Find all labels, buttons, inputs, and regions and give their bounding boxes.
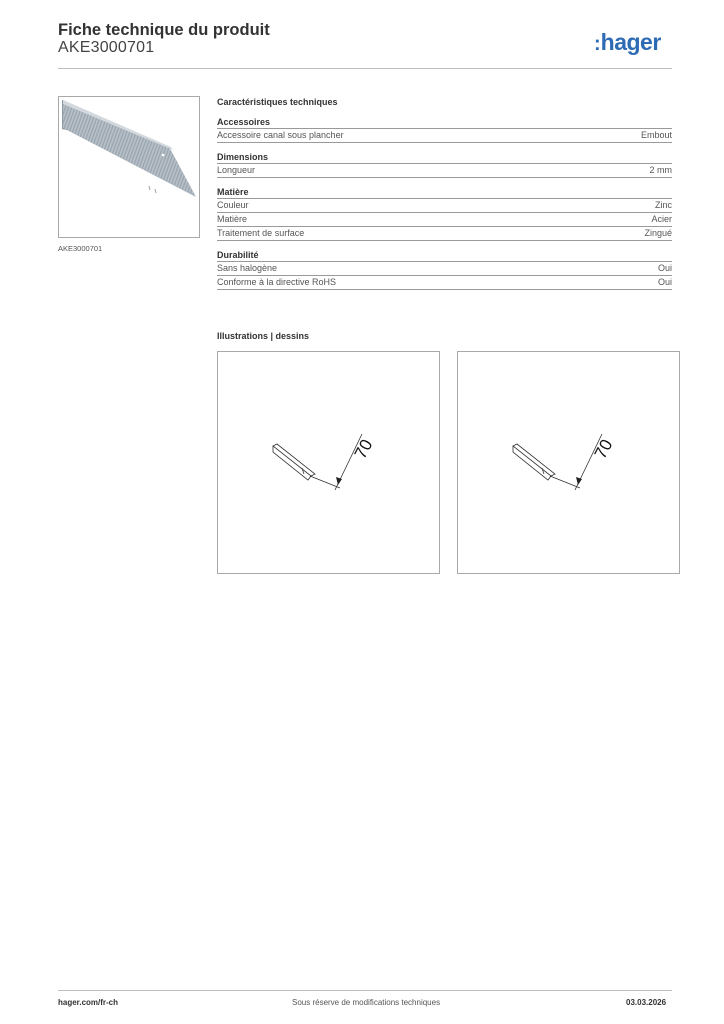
spec-value: 2 mm xyxy=(649,165,672,175)
spec-label: Conforme à la directive RoHS xyxy=(217,277,337,287)
technical-drawing-1 xyxy=(217,351,440,574)
illustrations-heading: Illustrations | dessins xyxy=(217,331,310,341)
spec-label: Sans halogène xyxy=(217,263,278,273)
footer-note: Sous réserve de modifications techniques xyxy=(292,998,441,1007)
spec-group-title: Durabilité xyxy=(217,250,259,260)
spec-row xyxy=(217,128,672,143)
spec-value: Oui xyxy=(657,277,672,287)
page-title: Fiche technique du produit xyxy=(58,21,270,39)
spec-value: Zinc xyxy=(654,200,672,210)
spec-label: Couleur xyxy=(217,200,249,210)
spec-label: Traitement de surface xyxy=(217,228,305,238)
spec-value: Embout xyxy=(640,130,672,140)
dimension-label: 70 xyxy=(590,436,617,462)
product-image-caption: AKE3000701 xyxy=(58,244,103,253)
spec-group-title: Matière xyxy=(217,187,249,197)
logo-dots: : xyxy=(594,33,601,55)
spec-row xyxy=(217,226,672,241)
spec-group-title: Accessoires xyxy=(217,117,271,127)
spec-row xyxy=(217,261,672,275)
footer-website: hager.com/fr-ch xyxy=(58,998,119,1007)
spec-row xyxy=(217,163,672,178)
spec-row xyxy=(217,212,672,226)
spec-group-title: Dimensions xyxy=(217,152,269,162)
footer-date: 03.03.2026 xyxy=(626,998,667,1007)
hager-logo xyxy=(594,29,661,56)
spec-group-dimensions xyxy=(217,152,672,178)
spec-row xyxy=(217,198,672,212)
embout-drawing-icon xyxy=(218,352,439,573)
spec-value: Oui xyxy=(657,263,672,273)
logo-word: hager xyxy=(600,29,661,55)
embout-drawing-icon xyxy=(458,352,679,573)
embout-product-photo-icon xyxy=(59,97,199,237)
spec-value: Acier xyxy=(651,214,672,224)
product-image xyxy=(58,96,200,238)
specs-heading: Caractéristiques techniques xyxy=(217,97,338,107)
header-divider xyxy=(58,68,672,69)
spec-group-accessoires xyxy=(217,117,672,143)
spec-row xyxy=(217,275,672,290)
technical-drawing-2 xyxy=(457,351,680,574)
spec-value: Zingué xyxy=(644,228,672,238)
footer-divider xyxy=(58,990,672,991)
dimension-label: 70 xyxy=(350,436,377,462)
spec-label: Accessoire canal sous plancher xyxy=(217,130,344,140)
spec-label: Matière xyxy=(217,214,248,224)
technical-specifications xyxy=(217,96,672,299)
spec-group-durabilite xyxy=(217,250,672,290)
product-code: AKE3000701 xyxy=(58,39,155,56)
spec-group-matiere xyxy=(217,187,672,241)
spec-label: Longueur xyxy=(217,165,256,175)
